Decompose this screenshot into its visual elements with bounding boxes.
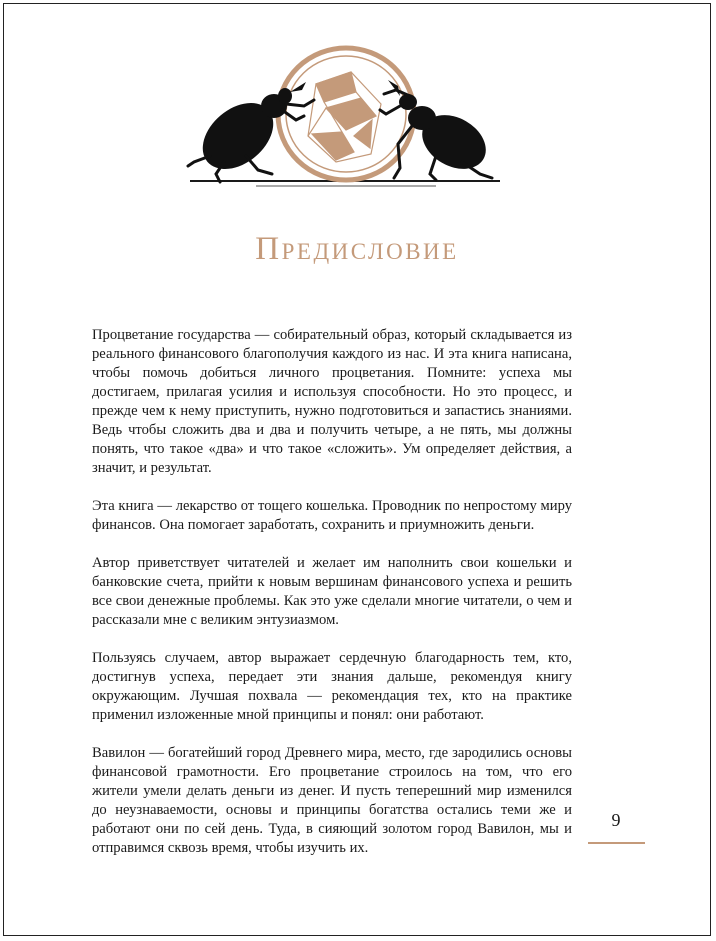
page-number: 9 [611,810,621,830]
chapter-title: Предисловие [255,231,459,267]
book-page [3,3,711,936]
page-number-rule [588,842,645,844]
paragraph: Эта книга — лекарство от тощего кошелька. Проводник по непростому миру финансов. Она помогает заработать, сохранить и приумножить деньги. [92,498,572,533]
paragraph: Процветание государства — собирательный образ, который складывается из реального финансового благополучия каждого из нас. И эта книга написана, чтобы помочь добиться личного процветания. Помните: успеха мы достигаем, прилагая усилия и используя способности. Но это процесс, и прежде чем к нему приступить, нужно подготовиться и запастись знаниями. Ведь чтобы сложить два и два и получить четыре, а не пять, мы должны понять, что такое «два» и что такое «сложить». Ум определяет действия, а значит, и результат. [92,327,572,476]
paragraph: Пользуясь случаем, автор выражает сердечную благодарность тем, кто, достигнув успеха, передает эти знания дальше, рекомендуя книгу окружающим. Лучшая похвала — рекомендация тех, кто на практике применил изложенные мной принципы и понял: они работают. [92,650,572,723]
paragraph: Автор приветствует читателей и желает им наполнить свои кошельки и банковские счета, прийти к новым вершинам финансового успеха и решить все свои денежные проблемы. Как это уже сделали многие читатели, о чем и рассказали мне с великим энтузиазмом. [92,555,572,628]
body-text [92,326,572,877]
paragraph: Вавилон — богатейший город Древнего мира, место, где зародились основы финансовой грамотности. Его процветание строилось на том, что его жители умели делать деньги из денег. И пусть теперешний мир изменился до неузнаваемости, основы и принципы богатства остались теми же и работают они по сей день. Туда, в сияющий золотом город Вавилон, мы и отправимся сквозь время, чтобы изучить их. [92,745,572,856]
dung-beetles-rolling-crystal-coin-icon [186,44,504,194]
